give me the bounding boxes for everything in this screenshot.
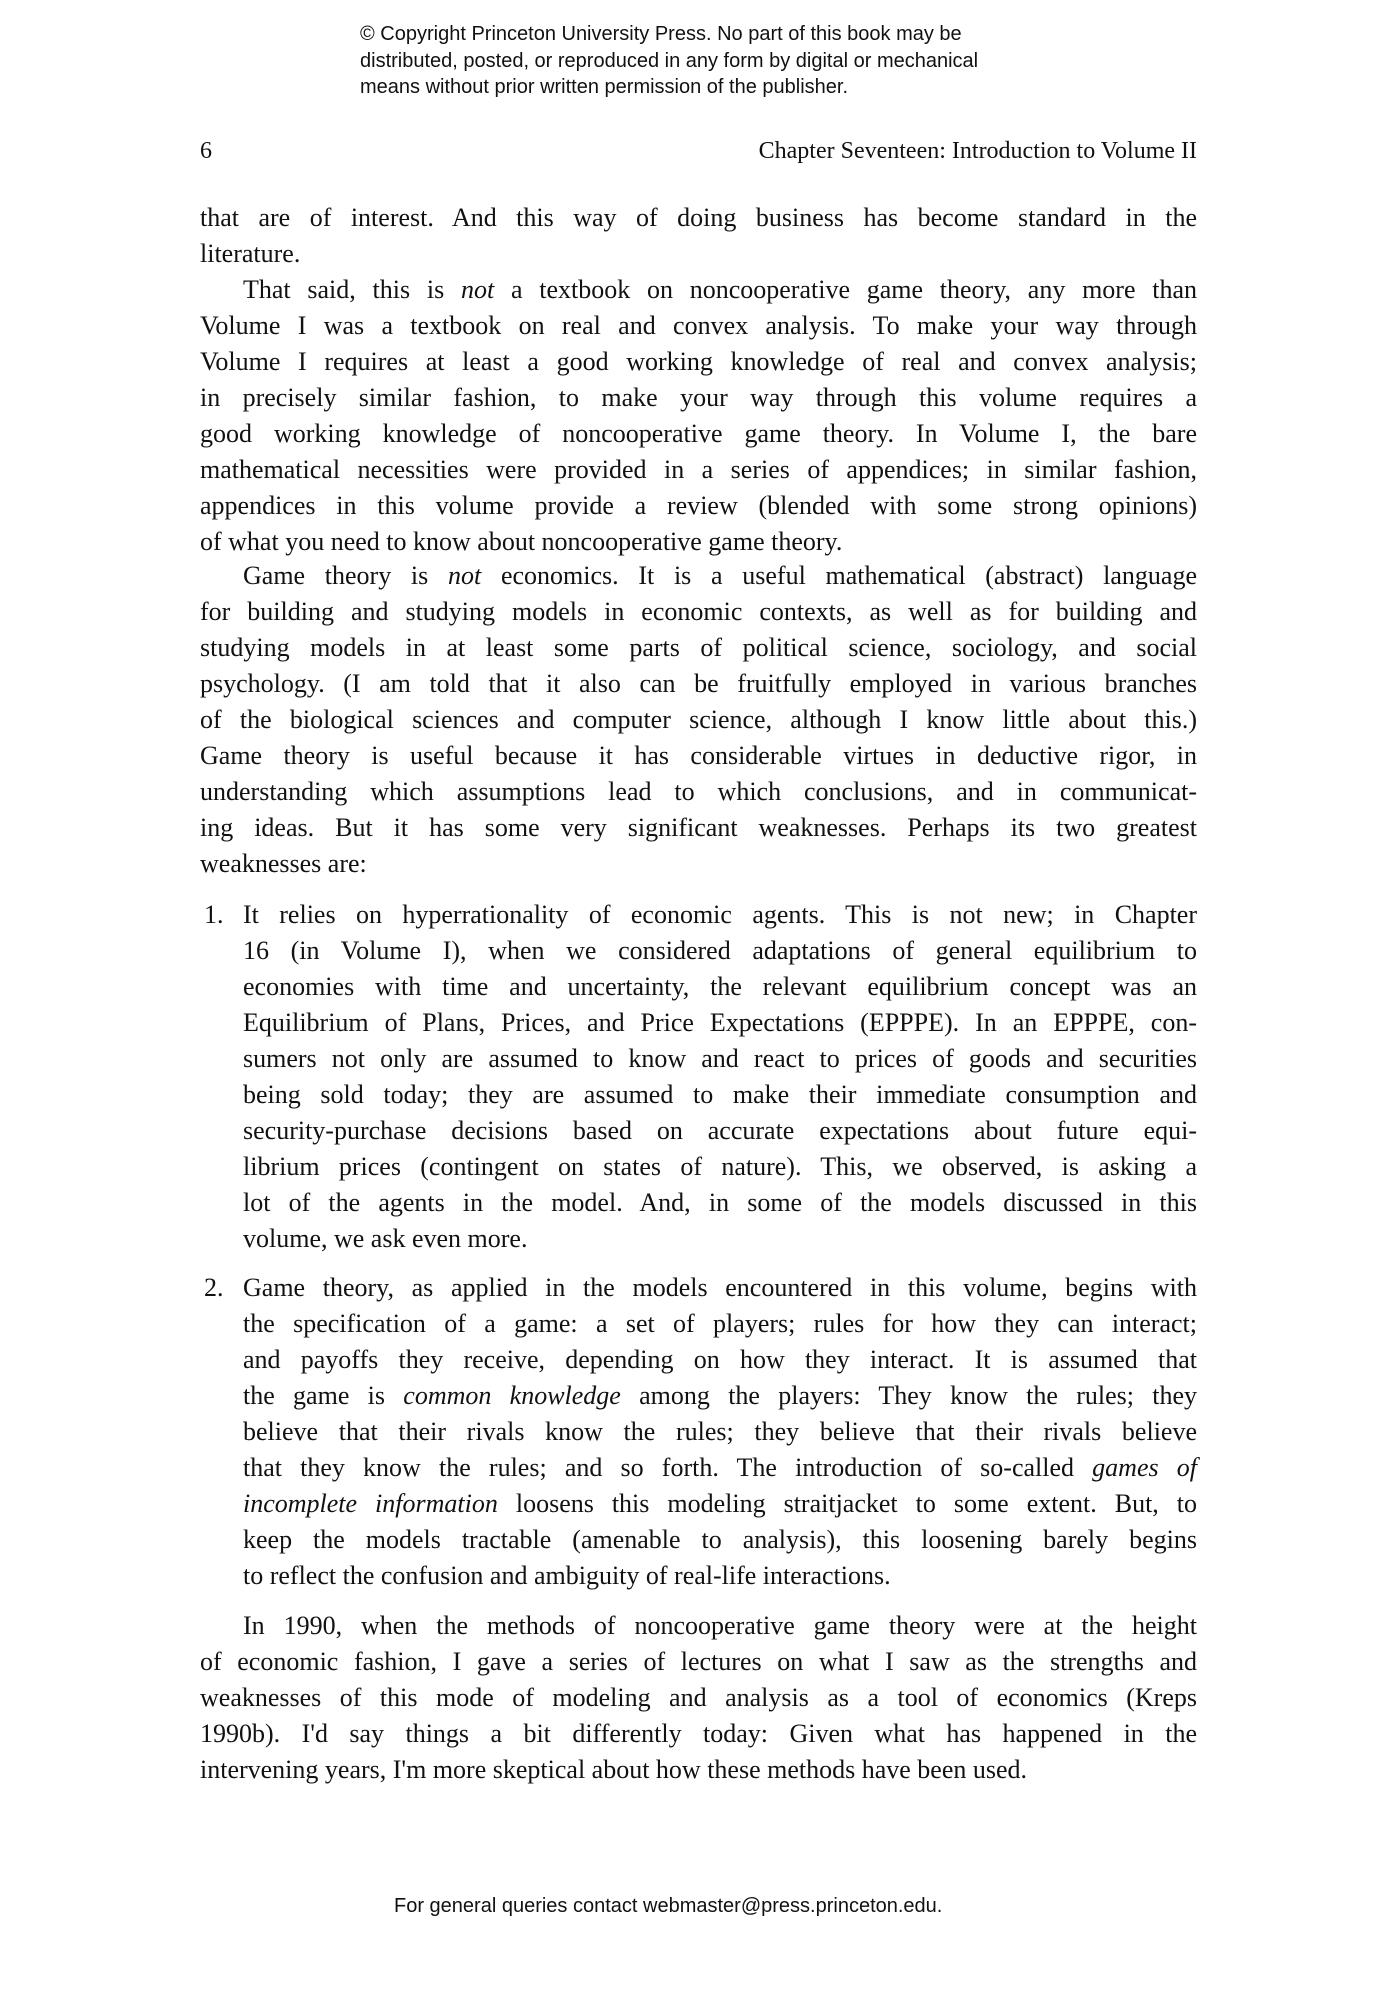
text-line: librium prices (contingent on states of nature). This, we observed, is asking a [243,1152,1197,1181]
text-line: good working knowledge of noncooperative game theory. In Volume I, the bare [200,419,1197,448]
list-item [200,1270,1197,1594]
text-segment: economics. It is a useful mathematical (abstract) language [481,561,1197,590]
text-line: of what you need to know about noncooperative game theory. [200,527,843,556]
text-line: economies with time and uncertainty, the relevant equilibrium concept was an [243,972,1197,1001]
emphasis-text: common knowledge [403,1381,621,1410]
text-line: Equilibrium of Plans, Prices, and Price Expectations (EPPPE). In an EPPPE, con- [243,1008,1197,1037]
text-segment: loosens this modeling straitjacket to some extent. But, to [497,1489,1197,1518]
text-line [200,1450,1197,1486]
chapter-title: Chapter Seventeen: Introduction to Volume II [758,138,1197,164]
text-line: to reflect the confusion and ambiguity of real-life interactions. [243,1561,891,1590]
text-line: security-purchase decisions based on accurate expectations about future equi- [243,1116,1197,1145]
text-line [200,1378,1197,1414]
page-number: 6 [200,138,212,164]
text-line: lot of the agents in the model. And, in some of the models discussed in this [243,1188,1197,1217]
text-line: mathematical necessities were provided in a series of appendices; in similar fashion, [200,455,1197,484]
text-segment: that they know the rules; and so forth. The introduction of so-called [243,1453,1093,1482]
text-line: 1990b). I'd say things a bit differently today: Given what has happened in the [200,1719,1197,1748]
emphasis-text: not [460,275,495,304]
text-line: Game theory is useful because it has considerable virtues in deductive rigor, in [200,741,1197,770]
text-line [200,272,1197,308]
paragraph [200,558,1197,882]
text-line: that are of interest. And this way of doing business has become standard in the [200,203,1197,232]
text-line: Volume I requires at least a good working knowledge of real and convex analysis; [200,347,1197,376]
text-line: studying models in at least some parts of political science, sociology, and social [200,633,1197,662]
text-line: weaknesses are: [200,849,367,878]
text-line: understanding which assumptions lead to which conclusions, and in communicat- [200,777,1197,806]
footer-contact: For general queries contact webmaster@press.princeton.edu. [394,1895,943,1917]
list-item [200,897,1197,1257]
paragraph [200,1608,1197,1788]
text-line: Game theory, as applied in the models encountered in this volume, begins with [243,1273,1197,1302]
emphasis-text: games of [1092,1453,1197,1482]
emphasis-text: not [448,561,482,590]
text-line: of the biological sciences and computer science, although I know little about this.) [200,705,1197,734]
text-line: Volume I was a textbook on real and convex analysis. To make your way through [200,311,1197,340]
text-segment: Game theory is [243,561,448,590]
paragraph-continuation [200,200,1197,272]
text-line: weaknesses of this mode of modeling and analysis as a tool of economics (Kreps [200,1683,1197,1712]
text-line: keep the models tractable (amenable to analysis), this loosening barely begins [243,1525,1197,1554]
text-line: In 1990, when the methods of noncooperative game theory were at the height [243,1611,1197,1640]
text-line: It relies on hyperrationality of economic agents. This is not new; in Chapter [243,900,1197,929]
text-segment: That said, this is [243,275,461,304]
text-line: of economic fashion, I gave a series of lectures on what I saw as the strengths and [200,1647,1197,1676]
text-line: intervening years, I'm more skeptical about how these methods have been used. [200,1755,1028,1784]
copyright-line: © Copyright Princeton University Press. No part of this book may be [360,23,962,45]
text-line: believe that their rivals know the rules; they believe that their rivals believe [243,1417,1197,1446]
text-line: psychology. (I am told that it also can be fruitfully employed in various branches [200,669,1197,698]
copyright-line: distributed, posted, or reproduced in any form by digital or mechanical [360,49,979,72]
text-line: literature. [200,239,301,268]
paragraph [200,272,1197,560]
text-line [200,558,1197,594]
emphasis-text: incomplete information [243,1489,498,1518]
text-segment: a textbook on noncooperative game theory, any more than [494,275,1198,304]
text-segment: among the players: They know the rules; they [620,1381,1198,1410]
text-line: sumers not only are assumed to know and react to prices of goods and securities [243,1044,1197,1073]
text-line: appendices in this volume provide a review (blended with some strong opinions) [200,491,1197,520]
list-number: 1. [204,900,224,929]
text-line: volume, we ask even more. [243,1224,528,1253]
text-line: 16 (in Volume I), when we considered adaptations of general equilibrium to [243,936,1197,965]
text-line: and payoffs they receive, depending on how they interact. It is assumed that [243,1345,1197,1374]
text-line: in precisely similar fashion, to make your way through this volume requires a [200,383,1197,412]
text-line [200,1486,1197,1522]
text-line: the specification of a game: a set of players; rules for how they can interact; [243,1309,1197,1338]
list-number: 2. [204,1273,224,1302]
copyright-line: means without prior written permission of the publisher. [360,76,849,98]
text-line: ing ideas. But it has some very significant weaknesses. Perhaps its two greatest [200,813,1197,842]
copyright-notice [360,21,978,101]
text-line: being sold today; they are assumed to make their immediate consumption and [243,1080,1197,1109]
text-line: for building and studying models in economic contexts, as well as for building and [200,597,1197,626]
text-segment: the game is [243,1381,404,1410]
